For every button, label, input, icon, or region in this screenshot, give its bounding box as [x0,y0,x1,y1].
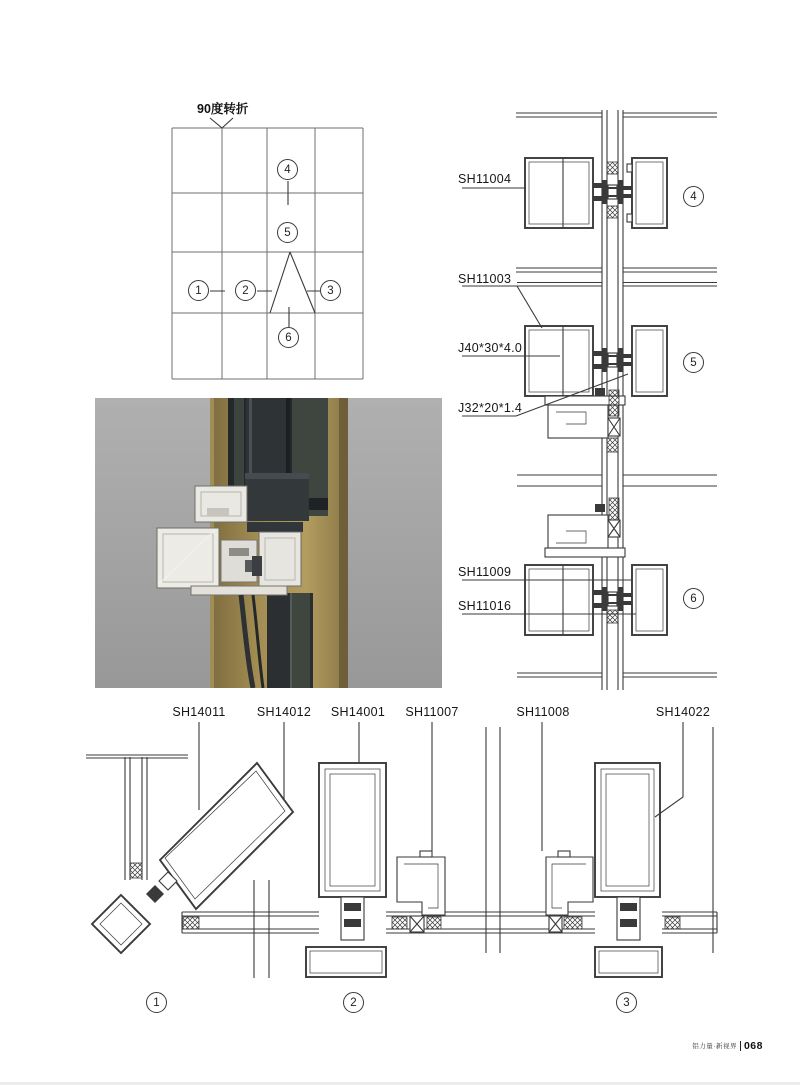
label-sh14012: SH14012 [256,705,312,719]
marker-label: 6 [690,592,697,605]
label-sh11004: SH11004 [458,172,512,186]
section-marker-6 [683,588,704,609]
plan-marker-2 [343,992,364,1013]
plan-marker-1 [146,992,167,1013]
detail-5-profile [525,326,667,438]
elevation-marker-1 [188,280,209,301]
footer-divider [740,1041,741,1051]
elevation-grid-svg [165,100,375,390]
marker-label: 1 [153,996,160,1009]
elevation-title: 90度转折 [197,102,249,116]
marker-label: 6 [285,331,292,344]
label-sh11003: SH11003 [458,272,512,286]
plan-sections-drawing [60,700,740,1020]
detail-3-mullion-profile [546,763,662,977]
marker-label: 3 [623,996,630,1009]
label-sh14022: SH14022 [655,705,711,719]
elevation-marker-5 [277,222,298,243]
footer-page-number: 068 [743,1039,763,1052]
render-image [95,398,442,688]
marker-label: 4 [284,163,291,176]
marker-label: 5 [284,226,291,239]
elevation-marker-2 [235,280,256,301]
marker-label: 2 [242,284,249,297]
vent-triangle-symbol [270,252,315,313]
label-j40-30-4: J40*30*4.0 [458,341,523,355]
page-footer [692,1039,763,1052]
label-sh11009: SH11009 [458,565,512,579]
elevation-marker-3 [320,280,341,301]
section-marker-4 [683,186,704,207]
elevation-marker-4 [277,159,298,180]
marker-label: 2 [350,996,357,1009]
elevation-grid [172,128,363,379]
elevation-leader-lines [210,118,320,327]
marker-label: 1 [195,284,202,297]
label-sh11008: SH11008 [516,705,570,719]
marker-label: 3 [327,284,334,297]
marker-label: 4 [690,190,697,203]
plan-marker-3 [616,992,637,1013]
elevation-marker-6 [278,327,299,348]
label-sh14001: SH14001 [330,705,386,719]
label-sh14011: SH14011 [172,705,226,719]
detail-4-profile [525,158,667,228]
marker-label: 5 [690,356,697,369]
detail-2-mullion-profile [306,763,445,977]
label-sh11007: SH11007 [405,705,459,719]
footer-slogan: 铝力量·新视界 [692,1043,737,1050]
label-j32-20-1: J32*20*1.4 [458,401,523,415]
render-window-bottom [267,593,313,688]
section-marker-5 [683,352,704,373]
label-sh11016: SH11016 [458,599,512,613]
